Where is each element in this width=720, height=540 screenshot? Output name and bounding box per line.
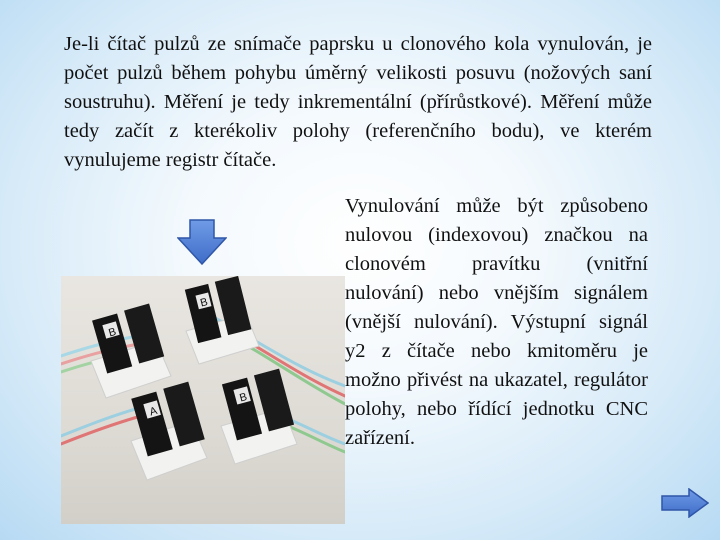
paragraph-intro: Je-li čítač pulzů ze snímače paprsku u clonového kola vynulován, je počet pulzů během pohybu úměrný velikosti posuvu (nožových saní soustruhu). Měření je tedy inkrementální (přírůstkové). Měření může tedy začít z kterékoliv polohy (referenčního bodu), ve kterém vynulujeme registr čítače. [64, 33, 652, 171]
sensor-label: A [148, 404, 159, 419]
sensor-photo [61, 276, 345, 524]
sensor-label: B [199, 296, 210, 310]
right-arrow-icon[interactable] [661, 488, 709, 518]
optical-sensors-image [61, 276, 345, 524]
sensor-module [185, 276, 259, 364]
paragraph-reset: Vynulování může být způsobeno nulovou (indexovou) značkou na clonovém pravítku (vnitřní nulování) nebo vnějším signálem (vnější nulování). Výstupní signál y2 z čítače nebo kmitoměru je možno přivést na ukazatel, regulátor polohy, nebo řídící jednotku CNC zařízení. [345, 195, 648, 449]
sensor-label: B [238, 390, 249, 405]
sensor-module [221, 369, 297, 464]
down-arrow-icon [177, 219, 227, 265]
sensor-label: B [107, 325, 118, 340]
sensor-module [131, 382, 207, 480]
sensor-module [91, 303, 171, 398]
